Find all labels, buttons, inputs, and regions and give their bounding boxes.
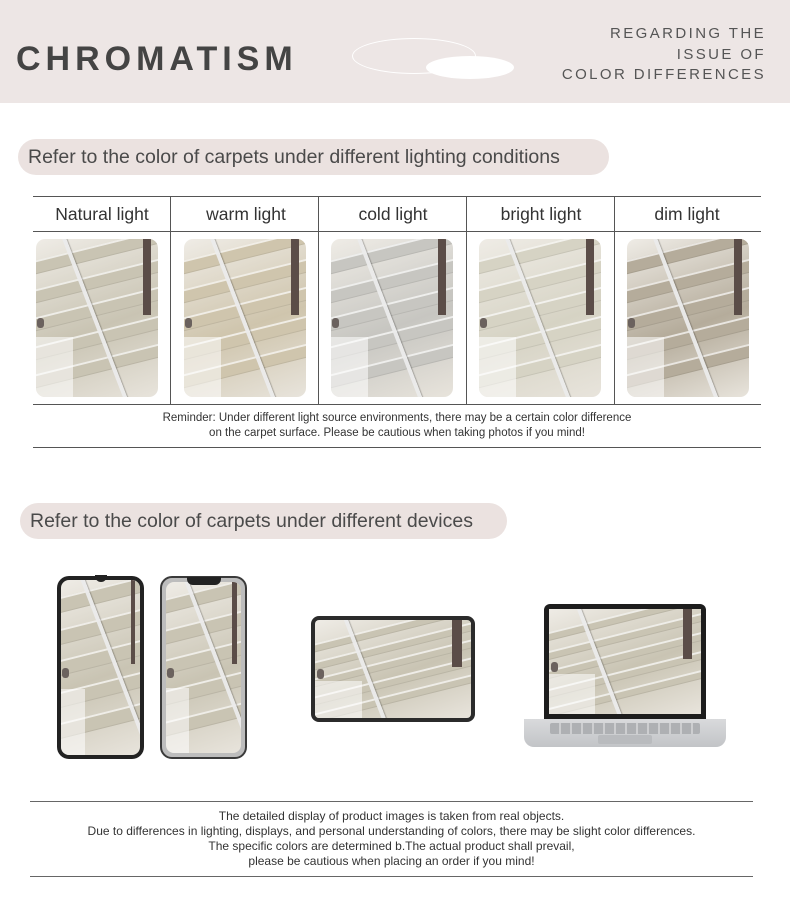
lighting-section-title: Refer to the color of carpets under different lighting conditions — [18, 139, 609, 175]
door-knob — [317, 669, 324, 679]
stair-carpet-scene — [479, 239, 601, 397]
wall-shape — [627, 337, 664, 397]
wall-shape — [479, 337, 516, 397]
column-header-natural-light: Natural light — [55, 204, 149, 224]
stair-carpet-scene — [627, 239, 749, 397]
regarding-line-1: REGARDING THE — [610, 25, 766, 42]
stair-post — [438, 239, 445, 315]
carpet-step — [61, 638, 140, 677]
decorative-ellipse-filled — [426, 56, 514, 79]
column-header-warm-light: warm light — [206, 204, 286, 224]
table-column-divider — [614, 196, 615, 405]
laptop-keyboard — [550, 723, 700, 734]
lighting-reminder — [33, 411, 761, 441]
column-header-bright-light: bright light — [500, 204, 582, 224]
stair-post — [452, 620, 461, 667]
reminder-line-1: Reminder: Under different light source environments, there may be a certain color difference — [162, 412, 632, 424]
door-knob — [37, 318, 44, 328]
footer-disclaimer — [30, 809, 753, 869]
stair-post — [291, 239, 298, 315]
stair-carpet-scene — [315, 620, 471, 718]
carpet-photo-dim-light — [627, 239, 749, 397]
carpet-photo-cold-light — [331, 239, 453, 397]
wall-shape — [549, 674, 595, 714]
column-header-dim-light: dim light — [654, 204, 720, 224]
brand-title: CHROMATISM — [16, 40, 298, 78]
footer-top-divider — [30, 801, 753, 802]
footer-line-3: The specific colors are determined b.The actual product shall prevail, — [208, 839, 575, 853]
carpet-step — [166, 582, 241, 615]
door-knob — [185, 318, 192, 328]
laptop-device — [544, 604, 706, 719]
header-banner — [0, 0, 790, 103]
door-knob — [480, 318, 487, 328]
wall-shape — [166, 688, 189, 753]
stair-post — [734, 239, 741, 315]
footer-bottom-divider — [30, 876, 753, 877]
carpet-photo-warm-light — [184, 239, 306, 397]
door-knob — [551, 662, 558, 672]
phone-device-2 — [160, 576, 247, 759]
stair-post — [232, 582, 237, 664]
footer-line-2: Due to differences in lighting, displays, and personal understanding of colors, there may be slight color differences. — [87, 824, 696, 838]
carpet-photo-natural-light — [36, 239, 158, 397]
stair-carpet-scene — [166, 582, 241, 753]
stair-post — [143, 239, 150, 315]
stair-post — [131, 580, 136, 664]
laptop-keyboard-base — [524, 719, 726, 747]
lighting-comparison-table — [33, 196, 761, 448]
table-header-divider — [33, 231, 761, 232]
wall-shape — [184, 337, 221, 397]
stair-carpet-scene — [184, 239, 306, 397]
table-column-divider — [170, 196, 171, 405]
table-images-divider — [33, 404, 761, 405]
stair-post — [586, 239, 593, 315]
regarding-heading — [562, 24, 766, 86]
phone-screen-carpet-photo — [166, 582, 241, 753]
stair-carpet-scene — [36, 239, 158, 397]
phone-screen-carpet-photo — [61, 580, 140, 755]
tablet-screen-carpet-photo — [315, 620, 471, 718]
wall-shape — [36, 337, 73, 397]
devices-section-title: Refer to the color of carpets under different devices — [20, 503, 507, 539]
stair-carpet-scene — [549, 609, 701, 714]
stair-carpet-scene — [331, 239, 453, 397]
footer-line-1: The detailed display of product images is taken from real objects. — [218, 809, 565, 823]
phone-device-1 — [57, 576, 144, 759]
table-column-divider — [466, 196, 467, 405]
stair-carpet-scene — [61, 580, 140, 755]
tablet-device — [311, 616, 475, 722]
laptop-screen-carpet-photo — [549, 609, 701, 714]
reminder-line-2: on the carpet surface. Please be cautious when taking photos if you mind! — [209, 427, 585, 439]
door-knob — [332, 318, 339, 328]
carpet-step — [61, 580, 140, 615]
table-bottom-border — [33, 447, 761, 448]
wall-shape — [61, 689, 85, 756]
regarding-line-2: ISSUE OF — [676, 45, 766, 63]
carpet-photo-bright-light — [479, 239, 601, 397]
door-knob — [62, 668, 69, 678]
table-top-border — [33, 196, 761, 197]
regarding-line-3: COLOR DIFFERENCES — [561, 66, 766, 83]
stair-post — [683, 609, 692, 659]
column-header-cold-light: cold light — [358, 204, 428, 224]
laptop-trackpad — [598, 735, 652, 744]
phone-notch — [187, 577, 221, 585]
table-column-divider — [318, 196, 319, 405]
carpet-step — [166, 639, 241, 677]
wall-shape — [315, 681, 362, 718]
door-knob — [167, 668, 174, 678]
wall-shape — [331, 337, 368, 397]
door-knob — [628, 318, 635, 328]
footer-line-4: please be cautious when placing an order if you mind! — [248, 854, 535, 868]
